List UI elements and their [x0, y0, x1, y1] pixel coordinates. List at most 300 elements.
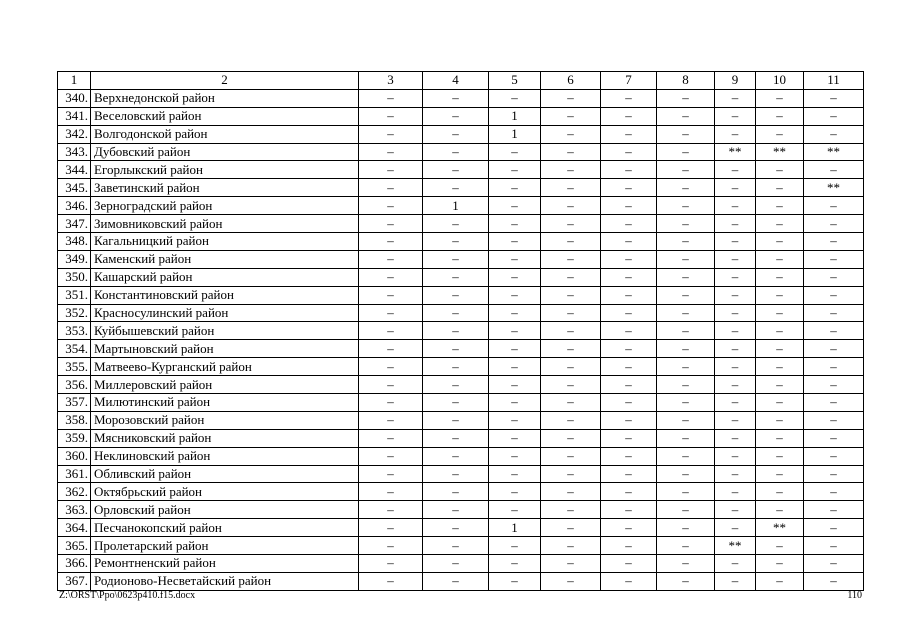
value-cell: – [541, 268, 601, 286]
row-number-cell: 363. [58, 501, 91, 519]
value-cell: – [657, 447, 715, 465]
table-row [58, 89, 864, 107]
table-row [58, 537, 864, 555]
value-cell: – [756, 537, 804, 555]
value-cell: – [601, 161, 657, 179]
value-cell: – [756, 161, 804, 179]
district-name-cell: Родионово-Несветайский район [91, 572, 359, 590]
value-cell: – [541, 125, 601, 143]
value-cell: – [756, 89, 804, 107]
column-header: 6 [541, 72, 601, 90]
value-cell: – [715, 250, 756, 268]
value-cell: – [541, 358, 601, 376]
value-cell: – [359, 483, 423, 501]
value-cell: – [715, 572, 756, 590]
value-cell: – [601, 322, 657, 340]
value-cell: – [715, 483, 756, 501]
value-cell: – [359, 304, 423, 322]
value-cell: – [804, 429, 864, 447]
value-cell: – [359, 197, 423, 215]
value-cell: – [359, 89, 423, 107]
district-name-cell: Волгодонской район [91, 125, 359, 143]
value-cell: – [657, 250, 715, 268]
value-cell: – [541, 340, 601, 358]
row-number-cell: 358. [58, 411, 91, 429]
value-cell: – [756, 215, 804, 233]
value-cell: – [423, 447, 489, 465]
value-cell: – [359, 125, 423, 143]
value-cell: – [804, 161, 864, 179]
column-header: 5 [489, 72, 541, 90]
value-cell: – [601, 555, 657, 573]
row-number-cell: 346. [58, 197, 91, 215]
row-number-cell: 361. [58, 465, 91, 483]
value-cell: – [489, 555, 541, 573]
table-row [58, 340, 864, 358]
value-cell: – [423, 537, 489, 555]
value-cell: – [715, 179, 756, 197]
row-number-cell: 352. [58, 304, 91, 322]
value-cell: – [657, 340, 715, 358]
value-cell: – [489, 358, 541, 376]
value-cell: – [359, 447, 423, 465]
value-cell: – [601, 340, 657, 358]
value-cell: – [657, 519, 715, 537]
table-row [58, 215, 864, 233]
value-cell: – [489, 161, 541, 179]
value-cell: – [657, 572, 715, 590]
value-cell: – [489, 143, 541, 161]
value-cell: – [657, 304, 715, 322]
value-cell: – [489, 483, 541, 501]
district-name-cell: Куйбышевский район [91, 322, 359, 340]
value-cell: – [359, 358, 423, 376]
value-cell: – [601, 215, 657, 233]
value-cell: – [601, 572, 657, 590]
value-cell: – [715, 125, 756, 143]
value-cell: – [804, 483, 864, 501]
row-number-cell: 347. [58, 215, 91, 233]
value-cell: – [657, 394, 715, 412]
value-cell: – [804, 215, 864, 233]
value-cell: – [489, 340, 541, 358]
value-cell: 1 [489, 519, 541, 537]
column-header: 4 [423, 72, 489, 90]
value-cell: – [423, 411, 489, 429]
value-cell: – [423, 501, 489, 519]
value-cell: – [657, 411, 715, 429]
value-cell: – [489, 197, 541, 215]
district-name-cell: Песчанокопский район [91, 519, 359, 537]
value-cell: – [359, 429, 423, 447]
column-header: 1 [58, 72, 91, 90]
value-cell: – [715, 215, 756, 233]
value-cell: – [423, 125, 489, 143]
district-name-cell: Октябрьский район [91, 483, 359, 501]
column-header: 9 [715, 72, 756, 90]
value-cell: – [423, 286, 489, 304]
value-cell: 1 [423, 197, 489, 215]
value-cell: – [715, 555, 756, 573]
column-header: 7 [601, 72, 657, 90]
row-number-cell: 350. [58, 268, 91, 286]
value-cell: – [541, 429, 601, 447]
value-cell: – [657, 483, 715, 501]
page-number: 110 [847, 590, 862, 601]
value-cell: – [423, 215, 489, 233]
value-cell: – [489, 394, 541, 412]
value-cell: – [804, 286, 864, 304]
value-cell: – [756, 555, 804, 573]
value-cell: – [601, 358, 657, 376]
value-cell: – [359, 322, 423, 340]
value-cell: – [804, 125, 864, 143]
value-cell: – [715, 465, 756, 483]
value-cell: – [804, 411, 864, 429]
value-cell: – [715, 89, 756, 107]
value-cell: – [756, 268, 804, 286]
value-cell: – [715, 501, 756, 519]
value-cell: – [423, 107, 489, 125]
value-cell: – [756, 197, 804, 215]
value-cell: – [804, 250, 864, 268]
value-cell: – [541, 555, 601, 573]
value-cell: – [601, 125, 657, 143]
district-name-cell: Егорлыкский район [91, 161, 359, 179]
value-cell: – [657, 537, 715, 555]
value-cell: – [541, 519, 601, 537]
table-row [58, 501, 864, 519]
value-cell: – [804, 89, 864, 107]
value-cell: ** [756, 143, 804, 161]
value-cell: – [541, 394, 601, 412]
value-cell: – [541, 501, 601, 519]
table-row [58, 268, 864, 286]
value-cell: – [804, 304, 864, 322]
value-cell: – [715, 447, 756, 465]
value-cell: – [756, 322, 804, 340]
row-number-cell: 359. [58, 429, 91, 447]
value-cell: – [489, 501, 541, 519]
column-header: 3 [359, 72, 423, 90]
value-cell: – [601, 501, 657, 519]
column-header: 11 [804, 72, 864, 90]
value-cell: – [804, 268, 864, 286]
row-number-cell: 344. [58, 161, 91, 179]
value-cell: – [601, 286, 657, 304]
value-cell: – [489, 376, 541, 394]
value-cell: – [756, 572, 804, 590]
value-cell: – [657, 233, 715, 251]
value-cell: – [359, 179, 423, 197]
value-cell: – [601, 519, 657, 537]
value-cell: – [657, 89, 715, 107]
value-cell: – [359, 340, 423, 358]
value-cell: – [359, 394, 423, 412]
value-cell: ** [756, 519, 804, 537]
value-cell: ** [715, 537, 756, 555]
value-cell: – [489, 537, 541, 555]
value-cell: – [601, 429, 657, 447]
value-cell: – [541, 215, 601, 233]
value-cell: – [541, 376, 601, 394]
district-name-cell: Милютинский район [91, 394, 359, 412]
value-cell: – [756, 179, 804, 197]
table-row [58, 358, 864, 376]
value-cell: – [804, 447, 864, 465]
value-cell: – [715, 358, 756, 376]
value-cell: – [715, 268, 756, 286]
table-body [58, 72, 864, 591]
column-header: 2 [91, 72, 359, 90]
value-cell: ** [715, 143, 756, 161]
value-cell: 1 [489, 107, 541, 125]
value-cell: – [657, 286, 715, 304]
value-cell: – [601, 268, 657, 286]
value-cell: – [601, 447, 657, 465]
value-cell: – [756, 125, 804, 143]
value-cell: – [541, 179, 601, 197]
data-table [57, 71, 864, 591]
value-cell: – [489, 89, 541, 107]
value-cell: – [601, 537, 657, 555]
value-cell: – [756, 358, 804, 376]
value-cell: – [423, 233, 489, 251]
value-cell: – [756, 340, 804, 358]
value-cell: – [657, 143, 715, 161]
value-cell: – [541, 197, 601, 215]
table-row [58, 483, 864, 501]
value-cell: – [423, 376, 489, 394]
value-cell: – [541, 447, 601, 465]
row-number-cell: 356. [58, 376, 91, 394]
value-cell: – [657, 268, 715, 286]
value-cell: – [804, 537, 864, 555]
value-cell: – [657, 125, 715, 143]
row-number-cell: 355. [58, 358, 91, 376]
value-cell: ** [804, 143, 864, 161]
table-row [58, 465, 864, 483]
row-number-cell: 343. [58, 143, 91, 161]
value-cell: – [541, 322, 601, 340]
value-cell: – [715, 107, 756, 125]
value-cell: – [359, 215, 423, 233]
district-name-cell: Кагальницкий район [91, 233, 359, 251]
value-cell: – [804, 358, 864, 376]
value-cell: – [359, 519, 423, 537]
district-name-cell: Матвеево-Курганский район [91, 358, 359, 376]
value-cell: – [489, 286, 541, 304]
row-number-cell: 341. [58, 107, 91, 125]
value-cell: – [359, 143, 423, 161]
table-row [58, 555, 864, 573]
value-cell: – [804, 107, 864, 125]
column-header: 10 [756, 72, 804, 90]
value-cell: – [541, 250, 601, 268]
value-cell: – [601, 250, 657, 268]
value-cell: – [423, 519, 489, 537]
table-row [58, 125, 864, 143]
value-cell: – [541, 465, 601, 483]
value-cell: – [601, 394, 657, 412]
value-cell: – [756, 465, 804, 483]
value-cell: – [804, 322, 864, 340]
value-cell: – [541, 483, 601, 501]
value-cell: – [756, 429, 804, 447]
value-cell: – [804, 572, 864, 590]
value-cell: – [423, 483, 489, 501]
district-name-cell: Дубовский район [91, 143, 359, 161]
row-number-cell: 362. [58, 483, 91, 501]
value-cell: – [601, 197, 657, 215]
table-row [58, 572, 864, 590]
value-cell: – [359, 161, 423, 179]
row-number-cell: 366. [58, 555, 91, 573]
table-row [58, 394, 864, 412]
table-row [58, 304, 864, 322]
value-cell: – [423, 161, 489, 179]
value-cell: – [756, 304, 804, 322]
value-cell: – [657, 107, 715, 125]
value-cell: – [756, 483, 804, 501]
district-name-cell: Орловский район [91, 501, 359, 519]
value-cell: – [756, 250, 804, 268]
value-cell: – [489, 572, 541, 590]
value-cell: – [359, 465, 423, 483]
value-cell: – [715, 340, 756, 358]
value-cell: – [489, 411, 541, 429]
value-cell: – [489, 268, 541, 286]
value-cell: – [804, 233, 864, 251]
value-cell: – [756, 233, 804, 251]
value-cell: – [715, 304, 756, 322]
district-name-cell: Кашарский район [91, 268, 359, 286]
table-row [58, 447, 864, 465]
value-cell: – [423, 394, 489, 412]
value-cell: – [541, 107, 601, 125]
row-number-cell: 353. [58, 322, 91, 340]
value-cell: – [359, 286, 423, 304]
district-name-cell: Мартыновский район [91, 340, 359, 358]
value-cell: – [359, 233, 423, 251]
district-name-cell: Красносулинский район [91, 304, 359, 322]
row-number-cell: 364. [58, 519, 91, 537]
value-cell: – [423, 143, 489, 161]
row-number-cell: 342. [58, 125, 91, 143]
district-name-cell: Каменский район [91, 250, 359, 268]
value-cell: – [804, 340, 864, 358]
value-cell: – [423, 322, 489, 340]
value-cell: – [489, 304, 541, 322]
district-name-cell: Заветинский район [91, 179, 359, 197]
value-cell: – [657, 358, 715, 376]
value-cell: – [715, 161, 756, 179]
value-cell: – [489, 465, 541, 483]
value-cell: – [715, 411, 756, 429]
value-cell: – [804, 555, 864, 573]
value-cell: – [359, 268, 423, 286]
value-cell: – [804, 394, 864, 412]
row-number-cell: 360. [58, 447, 91, 465]
table-row [58, 197, 864, 215]
row-number-cell: 351. [58, 286, 91, 304]
value-cell: – [423, 465, 489, 483]
value-cell: – [715, 286, 756, 304]
district-name-cell: Веселовский район [91, 107, 359, 125]
value-cell: – [601, 376, 657, 394]
value-cell: – [657, 501, 715, 519]
value-cell: – [541, 537, 601, 555]
value-cell: – [541, 286, 601, 304]
district-name-cell: Морозовский район [91, 411, 359, 429]
value-cell: 1 [489, 125, 541, 143]
table-row [58, 322, 864, 340]
value-cell: – [423, 555, 489, 573]
row-number-cell: 340. [58, 89, 91, 107]
value-cell: – [423, 358, 489, 376]
value-cell: – [657, 197, 715, 215]
value-cell: – [804, 519, 864, 537]
value-cell: – [423, 304, 489, 322]
value-cell: – [715, 519, 756, 537]
value-cell: – [657, 429, 715, 447]
value-cell: – [489, 215, 541, 233]
table-row [58, 250, 864, 268]
value-cell: – [541, 411, 601, 429]
district-name-cell: Константиновский район [91, 286, 359, 304]
value-cell: – [804, 465, 864, 483]
value-cell: – [359, 411, 423, 429]
value-cell: – [541, 572, 601, 590]
table-row [58, 179, 864, 197]
value-cell: – [423, 89, 489, 107]
value-cell: – [715, 322, 756, 340]
value-cell: – [657, 465, 715, 483]
value-cell: – [489, 250, 541, 268]
value-cell: – [601, 233, 657, 251]
value-cell: – [804, 501, 864, 519]
value-cell: – [541, 161, 601, 179]
value-cell: – [541, 143, 601, 161]
row-number-cell: 357. [58, 394, 91, 412]
table-header-row [58, 72, 864, 90]
row-number-cell: 367. [58, 572, 91, 590]
table-row [58, 411, 864, 429]
value-cell: – [359, 501, 423, 519]
district-name-cell: Миллеровский район [91, 376, 359, 394]
value-cell: – [359, 107, 423, 125]
table-row [58, 107, 864, 125]
value-cell: – [715, 394, 756, 412]
table-row [58, 286, 864, 304]
value-cell: – [489, 429, 541, 447]
value-cell: – [489, 447, 541, 465]
row-number-cell: 354. [58, 340, 91, 358]
value-cell: – [601, 179, 657, 197]
value-cell: – [423, 250, 489, 268]
value-cell: – [359, 250, 423, 268]
district-name-cell: Зимовниковский район [91, 215, 359, 233]
value-cell: ** [804, 179, 864, 197]
district-name-cell: Мясниковский район [91, 429, 359, 447]
value-cell: – [756, 286, 804, 304]
value-cell: – [423, 268, 489, 286]
value-cell: – [359, 555, 423, 573]
value-cell: – [756, 394, 804, 412]
value-cell: – [601, 411, 657, 429]
value-cell: – [359, 537, 423, 555]
value-cell: – [601, 143, 657, 161]
